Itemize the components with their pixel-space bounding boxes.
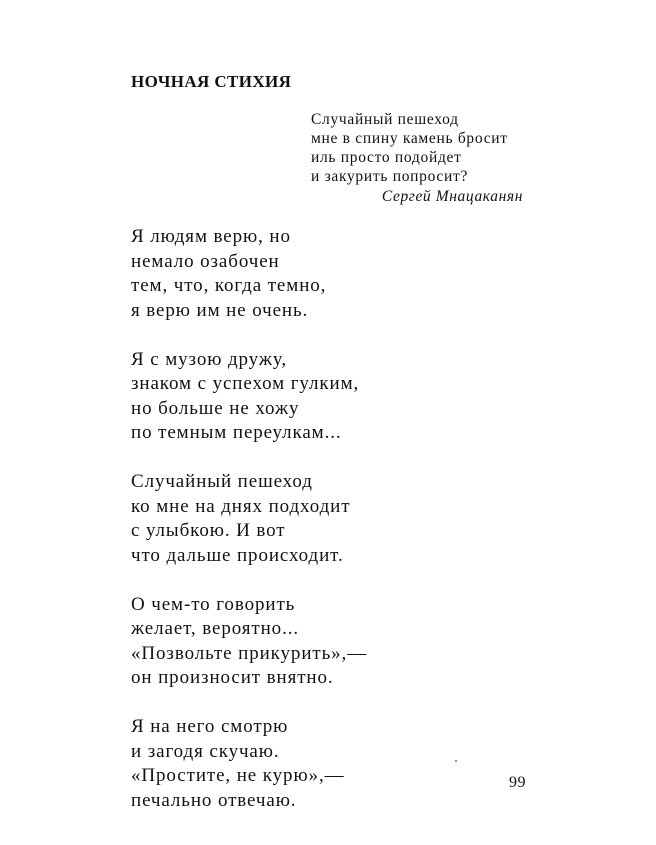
poem-line: и загодя скучаю. <box>131 740 280 762</box>
epigraph-author: Сергей Мнацаканян <box>381 188 523 205</box>
poem-line: Я людям верю, но <box>131 226 291 247</box>
poem-line: «Простите, не курю»,— <box>131 765 345 786</box>
poem-title: НОЧНАЯ СТИХИЯ <box>131 72 292 91</box>
poem-body <box>131 225 571 838</box>
poem-line: что дальше происходит. <box>131 544 344 566</box>
poem-line: Случайный пешеход <box>131 471 313 492</box>
stanza <box>131 348 571 446</box>
poem-line: ко мне на днях подходит <box>131 495 351 517</box>
epigraph-line: мне в спину камень бросит <box>311 130 508 147</box>
poem-line: «Позвольте прикурить»,— <box>131 642 368 664</box>
poem-line: печально отвечаю. <box>131 789 297 811</box>
poem-line: немало озабочен <box>131 250 280 272</box>
stanza <box>131 715 571 813</box>
poem-line: но больше не хожу <box>131 397 300 419</box>
epigraph-line: иль просто подойдет <box>311 149 462 166</box>
poem-line: я верю им не очень. <box>131 299 309 321</box>
poem-line: он произносит внятно. <box>131 667 334 688</box>
poem-line: О чем-то говорить <box>131 593 296 615</box>
stanza <box>131 225 571 323</box>
stanza <box>131 470 571 568</box>
epigraph <box>311 110 508 186</box>
poem-line: по темным переулкам... <box>131 422 342 443</box>
page-number: 99 <box>509 774 526 791</box>
print-speck <box>455 760 457 762</box>
poem-line: знаком с успехом гулким, <box>131 373 360 394</box>
poem-line: Я с музою дружу, <box>131 348 288 370</box>
epigraph-line: Случайный пешеход <box>311 111 459 128</box>
epigraph-line: и закурить попросит? <box>311 168 469 185</box>
stanza <box>131 593 571 691</box>
poem-line: тем, что, когда темно, <box>131 275 327 296</box>
poem-line: Я на него смотрю <box>131 716 289 737</box>
poem-line: с улыбкою. И вот <box>131 520 286 541</box>
poem-line: желает, вероятно... <box>131 618 300 639</box>
